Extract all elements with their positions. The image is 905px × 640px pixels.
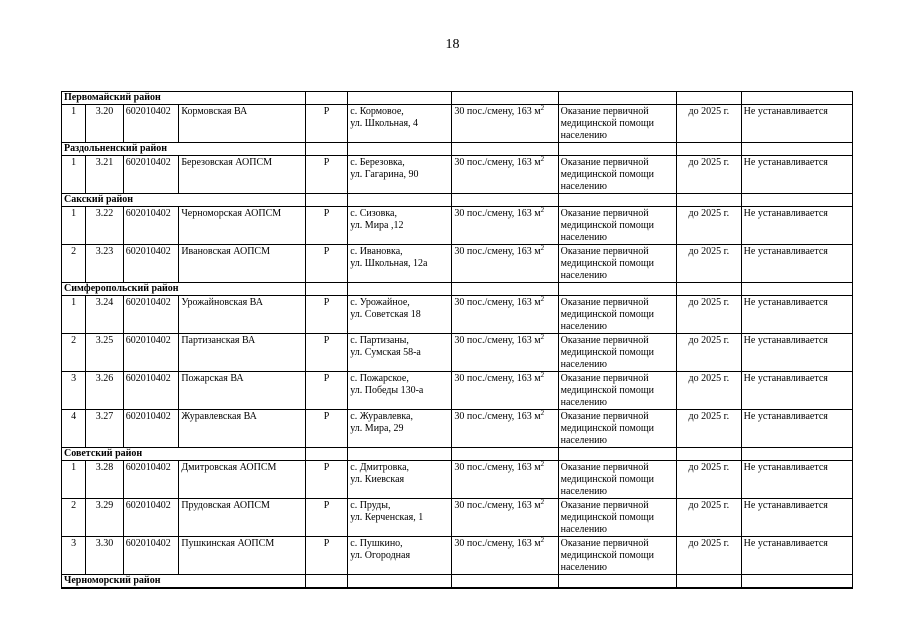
cell-okved: 602010402	[123, 499, 179, 537]
cell-zone: Не устанавливается	[741, 537, 852, 575]
cell-type: Р	[305, 537, 347, 575]
cell-type: Р	[305, 461, 347, 499]
cell-deadline: до 2025 г.	[676, 499, 741, 537]
address-line-2: ул. Огородная	[350, 550, 411, 561]
address-line-2: ул. Школьная, 12а	[350, 258, 428, 269]
district-name: Симферопольский район	[62, 283, 306, 296]
empty-cell	[123, 588, 179, 589]
empty-cell	[452, 448, 558, 461]
capacity-unit-sup: 2	[540, 206, 545, 214]
cell-zone: Не устанавливается	[741, 372, 852, 410]
cell-deadline: до 2025 г.	[676, 537, 741, 575]
cell-zone: Не устанавливается	[741, 410, 852, 448]
cell-okved: 602010402	[123, 461, 179, 499]
cell-name: Урожайновская ВА	[179, 296, 305, 334]
objects-table	[61, 91, 853, 589]
cell-type: Р	[305, 372, 347, 410]
empty-cell	[452, 194, 558, 207]
empty-cell	[348, 92, 452, 105]
cell-address	[348, 499, 452, 537]
empty-cell	[741, 575, 852, 588]
empty-cell	[348, 448, 452, 461]
cell-name: Ивановская АОПСМ	[179, 245, 305, 283]
cell-service: Оказание первичной медицинской помощи населению	[558, 499, 676, 537]
address-line-1: с. Пожарское,	[350, 373, 409, 384]
empty-cell	[305, 143, 347, 156]
district-name: Раздольненский район	[62, 143, 306, 156]
cell-deadline: до 2025 г.	[676, 156, 741, 194]
empty-cell	[558, 575, 676, 588]
cell-okved: 602010402	[123, 105, 179, 143]
cell-number: 1	[62, 207, 86, 245]
table-row	[62, 105, 853, 143]
cell-type: Р	[305, 105, 347, 143]
empty-cell	[558, 588, 676, 589]
empty-cell	[62, 588, 86, 589]
capacity-unit-sup: 2	[540, 155, 545, 163]
capacity-text: 30 пос./смену, 163 м	[454, 157, 541, 168]
empty-cell	[348, 143, 452, 156]
empty-cell	[676, 448, 741, 461]
cell-number: 2	[62, 334, 86, 372]
capacity-unit-sup: 2	[540, 460, 545, 468]
cell-number: 3	[62, 372, 86, 410]
table-row	[62, 410, 853, 448]
capacity-text: 30 пос./смену, 163 м	[454, 373, 541, 384]
address-line-2: ул. Победы 130-а	[350, 385, 424, 396]
cell-service: Оказание первичной медицинской помощи населению	[558, 461, 676, 499]
cell-name: Черноморская АОПСМ	[179, 207, 305, 245]
cell-code: 3.25	[86, 334, 123, 372]
empty-cell	[452, 575, 558, 588]
empty-cell	[741, 283, 852, 296]
cell-address	[348, 334, 452, 372]
address-line-1: с. Кормовое,	[350, 106, 404, 117]
table-row	[62, 296, 853, 334]
cell-deadline: до 2025 г.	[676, 410, 741, 448]
cell-address	[348, 410, 452, 448]
empty-cell	[558, 283, 676, 296]
empty-cell	[676, 143, 741, 156]
cell-capacity	[452, 245, 558, 283]
cell-service: Оказание первичной медицинской помощи населению	[558, 156, 676, 194]
cell-code: 3.29	[86, 499, 123, 537]
capacity-unit-sup: 2	[540, 244, 545, 252]
capacity-unit-sup: 2	[540, 409, 545, 417]
district-name: Первомайский район	[62, 92, 306, 105]
district-header-row	[62, 448, 853, 461]
empty-cell	[348, 588, 452, 589]
cell-capacity	[452, 207, 558, 245]
cell-code: 3.30	[86, 537, 123, 575]
empty-cell	[676, 588, 741, 589]
cell-service: Оказание первичной медицинской помощи населению	[558, 207, 676, 245]
cell-deadline: до 2025 г.	[676, 245, 741, 283]
cell-name: Партизанская ВА	[179, 334, 305, 372]
cell-name: Пожарская ВА	[179, 372, 305, 410]
empty-cell	[676, 194, 741, 207]
cell-number: 1	[62, 461, 86, 499]
capacity-text: 30 пос./смену, 163 м	[454, 208, 541, 219]
cell-number: 3	[62, 537, 86, 575]
cell-code: 3.21	[86, 156, 123, 194]
cell-address	[348, 296, 452, 334]
empty-cell	[452, 588, 558, 589]
empty-cell	[305, 92, 347, 105]
cell-code: 3.24	[86, 296, 123, 334]
empty-cell	[558, 448, 676, 461]
cell-code: 3.23	[86, 245, 123, 283]
cell-number: 1	[62, 156, 86, 194]
capacity-unit-sup: 2	[540, 333, 545, 341]
empty-cell	[179, 588, 305, 589]
empty-cell	[305, 575, 347, 588]
cell-code: 3.26	[86, 372, 123, 410]
cell-deadline: до 2025 г.	[676, 372, 741, 410]
cell-okved: 602010402	[123, 207, 179, 245]
table-row	[62, 537, 853, 575]
cell-address	[348, 245, 452, 283]
cell-type: Р	[305, 156, 347, 194]
cell-name: Прудовская АОПСМ	[179, 499, 305, 537]
cell-zone: Не устанавливается	[741, 207, 852, 245]
cell-capacity	[452, 461, 558, 499]
capacity-unit-sup: 2	[540, 498, 545, 506]
cell-deadline: до 2025 г.	[676, 105, 741, 143]
cell-service: Оказание первичной медицинской помощи населению	[558, 334, 676, 372]
cell-okved: 602010402	[123, 156, 179, 194]
capacity-text: 30 пос./смену, 163 м	[454, 106, 541, 117]
cell-zone: Не устанавливается	[741, 296, 852, 334]
cell-capacity	[452, 156, 558, 194]
capacity-text: 30 пос./смену, 163 м	[454, 500, 541, 511]
page-number: 18	[445, 37, 460, 52]
cell-address	[348, 372, 452, 410]
capacity-text: 30 пос./смену, 163 м	[454, 462, 541, 473]
cell-name: Дмитровская АОПСМ	[179, 461, 305, 499]
address-line-2: ул. Мира, 29	[350, 423, 404, 434]
cell-capacity	[452, 372, 558, 410]
cell-type: Р	[305, 410, 347, 448]
cell-zone: Не устанавливается	[741, 461, 852, 499]
cell-deadline: до 2025 г.	[676, 296, 741, 334]
empty-cell	[452, 283, 558, 296]
table-row	[62, 207, 853, 245]
table-end-row	[62, 588, 853, 589]
cell-zone: Не устанавливается	[741, 499, 852, 537]
capacity-text: 30 пос./смену, 163 м	[454, 411, 541, 422]
cell-zone: Не устанавливается	[741, 245, 852, 283]
table-row	[62, 372, 853, 410]
cell-capacity	[452, 334, 558, 372]
address-line-1: с. Березовка,	[350, 157, 405, 168]
empty-cell	[676, 575, 741, 588]
table-row	[62, 156, 853, 194]
cell-code: 3.27	[86, 410, 123, 448]
cell-okved: 602010402	[123, 372, 179, 410]
address-line-2: ул. Киевская	[350, 474, 405, 485]
address-line-1: с. Партизаны,	[350, 335, 409, 346]
cell-deadline: до 2025 г.	[676, 334, 741, 372]
cell-okved: 602010402	[123, 296, 179, 334]
empty-cell	[348, 575, 452, 588]
cell-address	[348, 105, 452, 143]
empty-cell	[741, 143, 852, 156]
capacity-unit-sup: 2	[540, 536, 545, 544]
capacity-text: 30 пос./смену, 163 м	[454, 335, 541, 346]
district-header-row	[62, 143, 853, 156]
cell-service: Оказание первичной медицинской помощи населению	[558, 245, 676, 283]
address-line-2: ул. Сумская 58-а	[350, 347, 421, 358]
cell-service: Оказание первичной медицинской помощи населению	[558, 296, 676, 334]
cell-address	[348, 537, 452, 575]
cell-okved: 602010402	[123, 245, 179, 283]
cell-capacity	[452, 105, 558, 143]
address-line-1: с. Сизовка,	[350, 208, 397, 219]
empty-cell	[676, 283, 741, 296]
address-line-1: с. Урожайное,	[350, 297, 410, 308]
district-name: Советский район	[62, 448, 306, 461]
cell-number: 4	[62, 410, 86, 448]
cell-okved: 602010402	[123, 334, 179, 372]
cell-address	[348, 156, 452, 194]
cell-type: Р	[305, 499, 347, 537]
empty-cell	[305, 588, 347, 589]
address-line-2: ул. Мира ,12	[350, 220, 404, 231]
cell-capacity	[452, 296, 558, 334]
district-header-row	[62, 194, 853, 207]
empty-cell	[741, 92, 852, 105]
cell-number: 2	[62, 499, 86, 537]
empty-cell	[452, 92, 558, 105]
table-row	[62, 334, 853, 372]
empty-cell	[305, 194, 347, 207]
cell-service: Оказание первичной медицинской помощи населению	[558, 537, 676, 575]
cell-zone: Не устанавливается	[741, 334, 852, 372]
cell-name: Кормовская ВА	[179, 105, 305, 143]
empty-cell	[558, 194, 676, 207]
cell-capacity	[452, 537, 558, 575]
empty-cell	[452, 143, 558, 156]
cell-service: Оказание первичной медицинской помощи населению	[558, 105, 676, 143]
empty-cell	[348, 194, 452, 207]
cell-type: Р	[305, 245, 347, 283]
cell-name: Журавлевская ВА	[179, 410, 305, 448]
table-row	[62, 499, 853, 537]
cell-address	[348, 207, 452, 245]
empty-cell	[558, 143, 676, 156]
address-line-1: с. Пушкино,	[350, 538, 403, 549]
cell-number: 2	[62, 245, 86, 283]
empty-cell	[305, 448, 347, 461]
address-line-1: с. Дмитровка,	[350, 462, 410, 473]
table-row	[62, 245, 853, 283]
cell-zone: Не устанавливается	[741, 156, 852, 194]
cell-deadline: до 2025 г.	[676, 207, 741, 245]
cell-number: 1	[62, 296, 86, 334]
cell-name: Пушкинская АОПСМ	[179, 537, 305, 575]
capacity-text: 30 пос./смену, 163 м	[454, 246, 541, 257]
capacity-unit-sup: 2	[540, 104, 545, 112]
cell-number: 1	[62, 105, 86, 143]
empty-cell	[741, 194, 852, 207]
cell-address	[348, 461, 452, 499]
cell-capacity	[452, 410, 558, 448]
cell-type: Р	[305, 296, 347, 334]
address-line-1: с. Журавлевка,	[350, 411, 413, 422]
address-line-2: ул. Советская 18	[350, 309, 421, 320]
empty-cell	[676, 92, 741, 105]
district-header-row	[62, 283, 853, 296]
district-header-row	[62, 575, 853, 588]
cell-okved: 602010402	[123, 537, 179, 575]
cell-code: 3.28	[86, 461, 123, 499]
district-name: Сакский район	[62, 194, 306, 207]
capacity-text: 30 пос./смену, 163 м	[454, 538, 541, 549]
cell-service: Оказание первичной медицинской помощи населению	[558, 372, 676, 410]
capacity-text: 30 пос./смену, 163 м	[454, 297, 541, 308]
empty-cell	[305, 283, 347, 296]
address-line-1: с. Ивановка,	[350, 246, 403, 257]
address-line-1: с. Пруды,	[350, 500, 391, 511]
cell-name: Березовская АОПСМ	[179, 156, 305, 194]
cell-capacity	[452, 499, 558, 537]
cell-service: Оказание первичной медицинской помощи населению	[558, 410, 676, 448]
empty-cell	[86, 588, 123, 589]
cell-type: Р	[305, 334, 347, 372]
empty-cell	[558, 92, 676, 105]
cell-code: 3.22	[86, 207, 123, 245]
address-line-2: ул. Керченская, 1	[350, 512, 424, 523]
district-name: Черноморский район	[62, 575, 306, 588]
table-row	[62, 461, 853, 499]
address-line-2: ул. Гагарина, 90	[350, 169, 419, 180]
capacity-unit-sup: 2	[540, 295, 545, 303]
cell-deadline: до 2025 г.	[676, 461, 741, 499]
empty-cell	[741, 588, 852, 589]
cell-type: Р	[305, 207, 347, 245]
cell-code: 3.20	[86, 105, 123, 143]
cell-okved: 602010402	[123, 410, 179, 448]
district-header-row	[62, 92, 853, 105]
empty-cell	[741, 448, 852, 461]
cell-zone: Не устанавливается	[741, 105, 852, 143]
empty-cell	[348, 283, 452, 296]
address-line-2: ул. Школьная, 4	[350, 118, 419, 129]
capacity-unit-sup: 2	[540, 371, 545, 379]
